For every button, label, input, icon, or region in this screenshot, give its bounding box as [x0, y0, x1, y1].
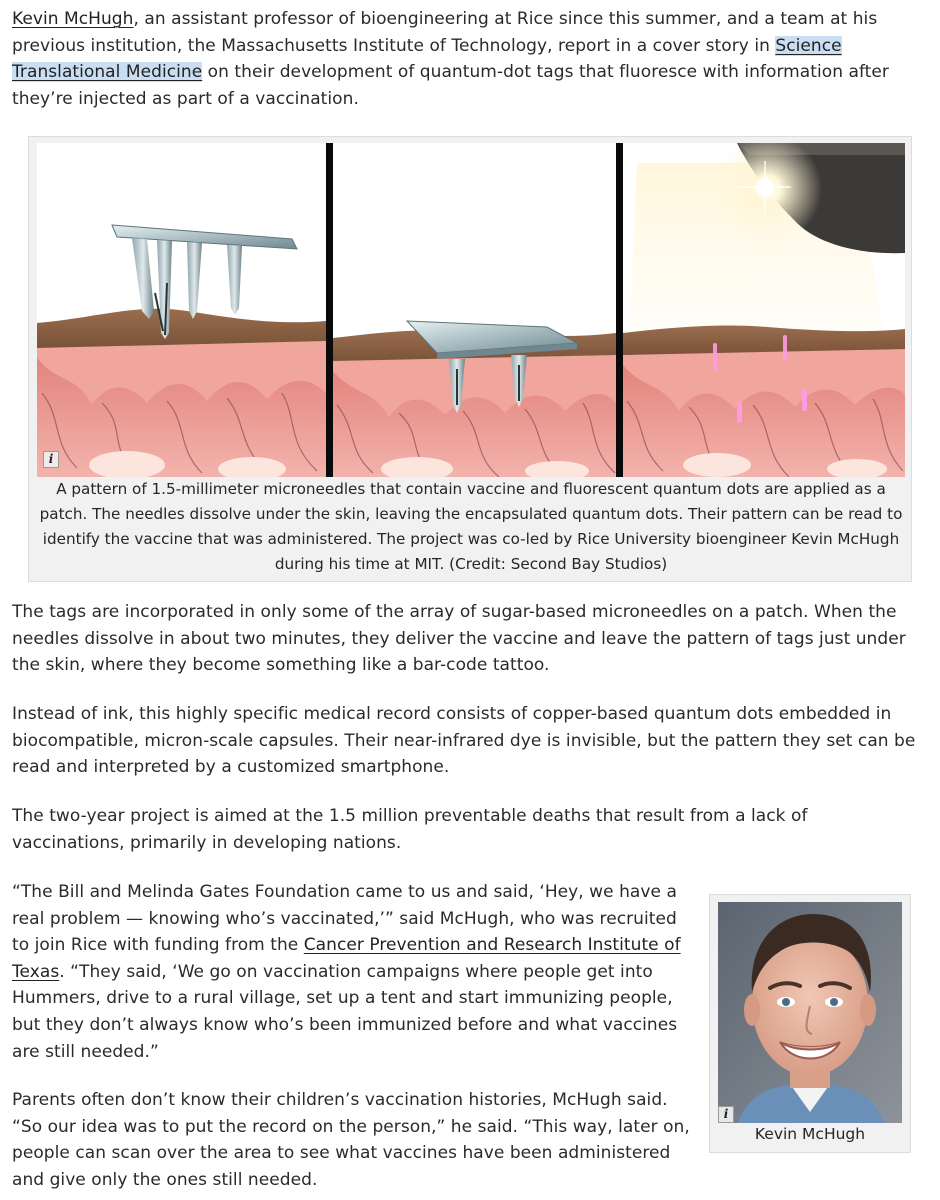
figure-caption: A pattern of 1.5-millimeter microneedles that contain vaccine and fluorescent quantum dots are applied as a patch. The needles dissolve under the skin, leaving the encapsulated quantum dots. Their pattern can be read to identify the vaccine that was administered. The project was co-led by Rice University bioengineer Kevin McHugh during his time at MIT. (Credit: Second Bay Studios): [39, 480, 903, 573]
cprit-link[interactable]: Cancer Prevention and Research Institute of Texas: [12, 935, 681, 982]
paragraph-tags: The tags are incorporated in only some of the array of sugar-based microneedles on a patch. When the needles dissolve in about two minutes, they deliver the vaccine and leave the pattern of tags just under the skin, where they become something like a bar-code tattoo.: [12, 602, 906, 676]
portrait-caption: Kevin McHugh: [754, 1125, 866, 1143]
quote-text-1: “The Bill and Melinda Gates Foundation came to us and said, ‘Hey, we have a real problem — knowing who’s vaccinated,’” said McHugh, who was recruited to join Rice with funding from the: [12, 882, 677, 956]
journal-link[interactable]: Science Translational Medicine: [12, 35, 842, 83]
intro-text-2: on their development of quantum-dot tags that fluoresce with information after they’re injected as part of a vaccination.: [12, 62, 889, 109]
paragraph-gates-quote: [12, 879, 692, 1065]
microneedle-illustration: [37, 143, 905, 477]
author-link[interactable]: Kevin McHugh: [12, 9, 134, 29]
portrait-photo: [718, 902, 902, 1123]
microneedle-figure: [28, 136, 912, 582]
portrait-figure: [709, 894, 911, 1153]
quote-text-2: . “They said, ‘We go on vaccination campaigns where people get into Hummers, drive to a rural village, set up a tent and start immunizing people, but they don’t always know who’s been immunized before and what vaccines are still needed.”: [12, 961, 678, 1062]
panel-scan: [623, 143, 905, 477]
paragraph-ink: Instead of ink, this highly specific medical record consists of copper-based quantum dots embedded in biocompatible, micron-scale capsules. Their near-infrared dye is invisible, but the pattern they set can be read and interpreted by a customized smartphone.: [12, 704, 916, 778]
intro-paragraph: [12, 6, 927, 112]
portrait-info-icon[interactable]: i: [718, 1106, 734, 1123]
paragraph-project: The two-year project is aimed at the 1.5 million preventable deaths that result from a lack of vaccinations, primarily in developing nations.: [12, 806, 808, 853]
panel-dissolve: [333, 143, 616, 477]
image-info-icon[interactable]: i: [43, 451, 59, 468]
panel-apply: [37, 143, 326, 477]
paragraph-parents: Parents often don’t know their children’s vaccination histories, McHugh said. “So our idea was to put the record on the person,” he said. “This way, later on, people can scan over the area to see what vaccines have been administered and give only the ones still needed.: [12, 1090, 690, 1190]
intro-text-1: , an assistant professor of bioengineering at Rice since this summer, and a team at his previous institution, the Massachusetts Institute of Technology, report in a cover story in: [12, 9, 878, 56]
